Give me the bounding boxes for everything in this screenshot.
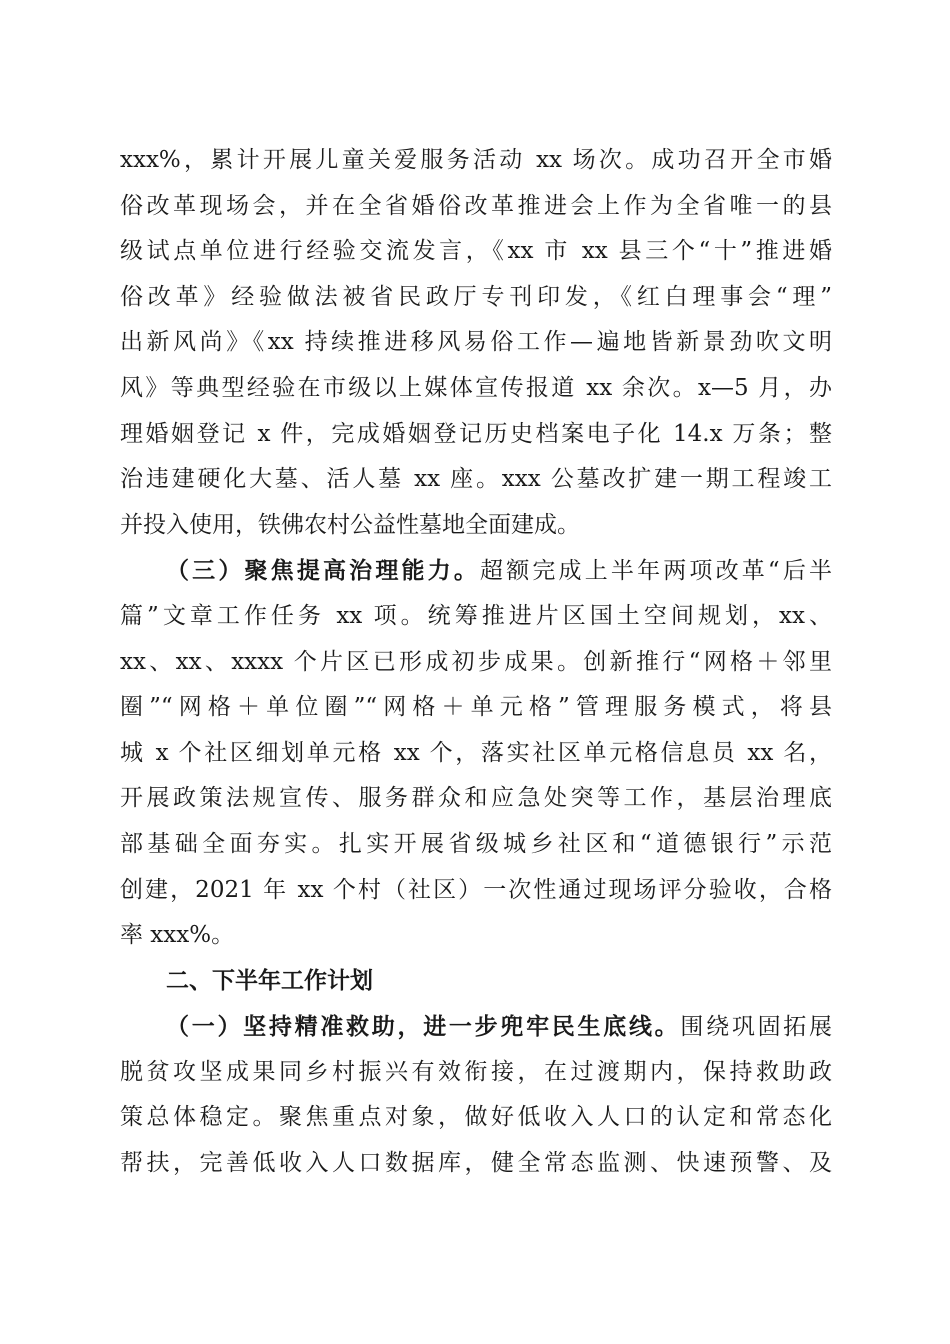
- text-line: 率 xxx%。: [120, 922, 235, 949]
- paragraph-治理能力: [120, 548, 832, 958]
- text-line: 圈”“网格＋单位圈”“网格＋单元格”管理服务模式，将县: [120, 694, 832, 721]
- text-line: [120, 1004, 832, 1050]
- text-line: 篇”文章工作任务 xx 项。统筹推进片区国土空间规划，xx、: [120, 602, 832, 629]
- text-line: 俗改革》经验做法被省民政厅专刊印发，《红白理事会“理”: [120, 283, 832, 310]
- text-line: 创建，2021 年 xx 个村（社区）一次性通过现场评分验收，合格: [120, 876, 832, 903]
- text-line: 城 x 个社区细划单元格 xx 个，落实社区单元格信息员 xx 名，: [120, 739, 832, 766]
- text-line: 风》等典型经验在市级以上媒体宣传报道 xx 余次。x—5 月，办: [120, 374, 832, 401]
- paragraph-lead: （一）坚持精准救助，进一步兜牢民生底线。: [166, 1013, 681, 1041]
- section-heading: 二、下半年工作计划: [166, 967, 373, 994]
- text-line: 理婚姻登记 x 件，完成婚姻登记历史档案电子化 14.x 万条；整: [120, 420, 832, 447]
- paragraph-lead-rest: 超额完成上半年两项改革“后半: [480, 558, 832, 585]
- text-line: [120, 548, 832, 594]
- text-line: 治违建硬化大墓、活人墓 xx 座。xxx 公墓改扩建一期工程竣工: [120, 466, 832, 493]
- text-line: 策总体稳定。聚焦重点对象，做好低收入人口的认定和常态化: [120, 1104, 832, 1131]
- paragraph-婚俗改革: [120, 138, 832, 548]
- text-line: 帮扶，完善低收入人口数据库，健全常态监测、快速预警、及: [120, 1150, 832, 1177]
- text-line: xxx%，累计开展儿童关爱服务活动 xx 场次。成功召开全市婚: [120, 147, 832, 173]
- paragraph-精准救助: [120, 1004, 832, 1186]
- text-line: 级试点单位进行经验交流发言，《xx 市 xx 县三个“十”推进婚: [120, 238, 832, 265]
- text-line: 部基础全面夯实。扎实开展省级城乡社区和“道德银行”示范: [120, 830, 832, 857]
- text-line: 出新风尚》《xx 持续推进移风易俗工作—遍地皆新景劲吹文明: [120, 329, 832, 356]
- paragraph-lead: （三）聚焦提高治理能力。: [166, 557, 481, 585]
- document-body: [120, 138, 832, 1187]
- text-line: 并投入使用，铁佛农村公益性墓地全面建成。: [120, 511, 580, 538]
- text-line: 开展政策法规宣传、服务群众和应急处突等工作，基层治理底: [120, 785, 832, 812]
- text-line: 俗改革现场会，并在全省婚俗改革推进会上作为全省唯一的县: [120, 192, 832, 219]
- paragraph-lead-rest: 围绕巩固拓展: [680, 1014, 832, 1041]
- text-line: 脱贫攻坚成果同乡村振兴有效衔接，在过渡期内，保持救助政: [120, 1058, 832, 1085]
- text-line: xx、xx、xxxx 个片区已形成初步成果。创新推行“网格＋邻里: [120, 648, 832, 675]
